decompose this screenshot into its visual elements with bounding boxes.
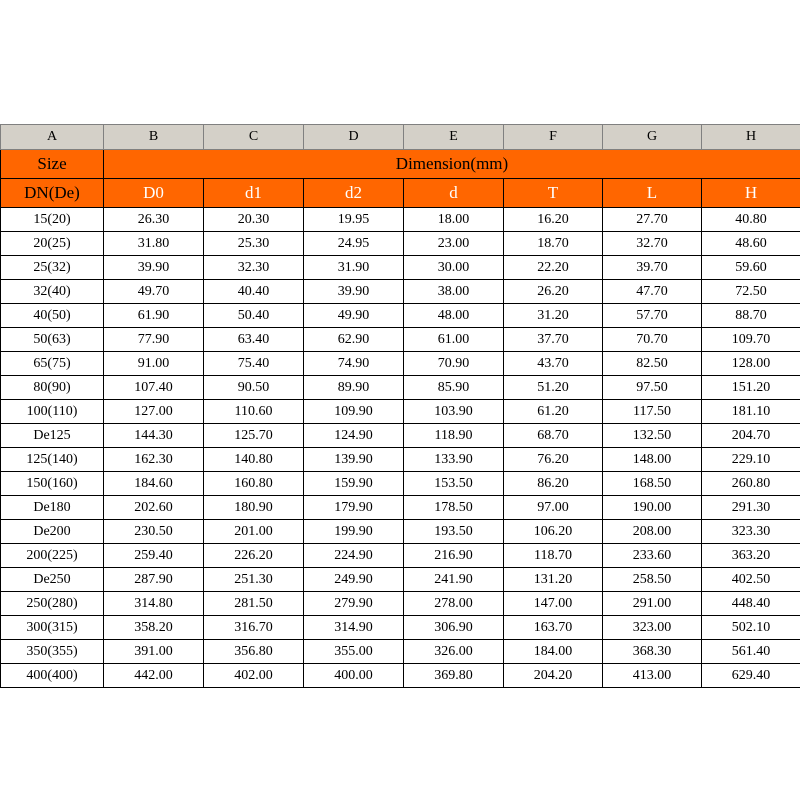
size-cell[interactable]: 32(40) (1, 280, 104, 304)
table-row (1, 520, 800, 544)
value-cell[interactable]: 148.00 (603, 448, 702, 472)
table-row (1, 256, 800, 280)
value-cell[interactable]: 19.95 (304, 208, 404, 232)
value-cell[interactable]: 82.50 (603, 352, 702, 376)
size-cell[interactable]: 100(110) (1, 400, 104, 424)
value-cell[interactable]: 369.80 (404, 664, 504, 688)
value-cell[interactable]: 48.60 (702, 232, 800, 256)
table-row (1, 424, 800, 448)
value-cell[interactable]: 251.30 (204, 568, 304, 592)
value-cell[interactable]: 363.20 (702, 544, 800, 568)
value-cell[interactable]: 117.50 (603, 400, 702, 424)
value-cell[interactable]: 229.10 (702, 448, 800, 472)
sub-column-header[interactable]: L (603, 179, 702, 208)
value-cell[interactable]: 68.70 (504, 424, 603, 448)
value-cell[interactable]: 124.90 (304, 424, 404, 448)
value-cell[interactable]: 62.90 (304, 328, 404, 352)
value-cell[interactable]: 163.70 (504, 616, 603, 640)
value-cell[interactable]: 323.30 (702, 520, 800, 544)
header-row-top (1, 150, 800, 179)
value-cell[interactable]: 153.50 (404, 472, 504, 496)
size-cell[interactable]: 150(160) (1, 472, 104, 496)
value-cell[interactable]: 20.30 (204, 208, 304, 232)
size-cell[interactable]: De180 (1, 496, 104, 520)
value-cell[interactable]: 75.40 (204, 352, 304, 376)
size-cell[interactable]: 350(355) (1, 640, 104, 664)
value-cell[interactable]: 31.90 (304, 256, 404, 280)
column-letter[interactable]: A (1, 125, 104, 150)
value-cell[interactable]: 281.50 (204, 592, 304, 616)
value-cell[interactable]: 258.50 (603, 568, 702, 592)
table-row (1, 352, 800, 376)
column-letter[interactable]: E (404, 125, 504, 150)
size-cell[interactable]: 200(225) (1, 544, 104, 568)
column-letter[interactable]: B (104, 125, 204, 150)
value-cell[interactable]: 224.90 (304, 544, 404, 568)
value-cell[interactable]: 144.30 (104, 424, 204, 448)
size-cell[interactable]: 15(20) (1, 208, 104, 232)
value-cell[interactable]: 88.70 (702, 304, 800, 328)
dimension-spreadsheet (0, 124, 800, 688)
value-cell[interactable]: 323.00 (603, 616, 702, 640)
size-header-cell[interactable]: Size (1, 150, 104, 179)
value-cell[interactable]: 260.80 (702, 472, 800, 496)
size-cell[interactable]: 65(75) (1, 352, 104, 376)
value-cell[interactable]: 132.50 (603, 424, 702, 448)
value-cell[interactable]: 230.50 (104, 520, 204, 544)
value-cell[interactable]: 326.00 (404, 640, 504, 664)
value-cell[interactable]: 413.00 (603, 664, 702, 688)
table-row (1, 208, 800, 232)
size-cell[interactable]: De200 (1, 520, 104, 544)
value-cell[interactable]: 97.50 (603, 376, 702, 400)
value-cell[interactable]: 32.70 (603, 232, 702, 256)
size-cell[interactable]: 125(140) (1, 448, 104, 472)
value-cell[interactable]: 147.00 (504, 592, 603, 616)
value-cell[interactable]: 31.80 (104, 232, 204, 256)
value-cell[interactable]: 61.90 (104, 304, 204, 328)
table-row (1, 304, 800, 328)
value-cell[interactable]: 356.80 (204, 640, 304, 664)
value-cell[interactable]: 85.90 (404, 376, 504, 400)
value-cell[interactable]: 39.70 (603, 256, 702, 280)
dimension-header-cell[interactable]: Dimension(mm) (104, 150, 800, 179)
sub-column-header[interactable]: D0 (104, 179, 204, 208)
value-cell[interactable]: 49.70 (104, 280, 204, 304)
value-cell[interactable]: 162.30 (104, 448, 204, 472)
value-cell[interactable]: 110.60 (204, 400, 304, 424)
value-cell[interactable]: 76.20 (504, 448, 603, 472)
value-cell[interactable]: 103.90 (404, 400, 504, 424)
table-row (1, 400, 800, 424)
column-letter[interactable]: D (304, 125, 404, 150)
size-cell[interactable]: De250 (1, 568, 104, 592)
value-cell[interactable]: 26.30 (104, 208, 204, 232)
table-row (1, 232, 800, 256)
table-row (1, 544, 800, 568)
value-cell[interactable]: 74.90 (304, 352, 404, 376)
value-cell[interactable]: 16.20 (504, 208, 603, 232)
value-cell[interactable]: 199.90 (304, 520, 404, 544)
value-cell[interactable]: 278.00 (404, 592, 504, 616)
value-cell[interactable]: 109.70 (702, 328, 800, 352)
value-cell[interactable]: 70.90 (404, 352, 504, 376)
value-cell[interactable]: 63.40 (204, 328, 304, 352)
value-cell[interactable]: 184.00 (504, 640, 603, 664)
value-cell[interactable]: 448.40 (702, 592, 800, 616)
value-cell[interactable]: 561.40 (702, 640, 800, 664)
value-cell[interactable]: 40.80 (702, 208, 800, 232)
size-cell[interactable]: 250(280) (1, 592, 104, 616)
column-letter[interactable]: H (702, 125, 800, 150)
value-cell[interactable]: 201.00 (204, 520, 304, 544)
value-cell[interactable]: 25.30 (204, 232, 304, 256)
value-cell[interactable]: 127.00 (104, 400, 204, 424)
value-cell[interactable]: 24.95 (304, 232, 404, 256)
value-cell[interactable]: 179.90 (304, 496, 404, 520)
dn-header-cell[interactable]: DN(De) (1, 179, 104, 208)
value-cell[interactable]: 22.20 (504, 256, 603, 280)
value-cell[interactable]: 50.40 (204, 304, 304, 328)
table-row (1, 640, 800, 664)
value-cell[interactable]: 291.30 (702, 496, 800, 520)
value-cell[interactable]: 89.90 (304, 376, 404, 400)
value-cell[interactable]: 43.70 (504, 352, 603, 376)
value-cell[interactable]: 202.60 (104, 496, 204, 520)
value-cell[interactable]: 442.00 (104, 664, 204, 688)
value-cell[interactable]: 279.90 (304, 592, 404, 616)
column-letter-row (1, 125, 800, 150)
value-cell[interactable]: 27.70 (603, 208, 702, 232)
value-cell[interactable]: 57.70 (603, 304, 702, 328)
value-cell[interactable]: 18.70 (504, 232, 603, 256)
value-cell[interactable]: 358.20 (104, 616, 204, 640)
value-cell[interactable]: 109.90 (304, 400, 404, 424)
value-cell[interactable]: 59.60 (702, 256, 800, 280)
table-row (1, 496, 800, 520)
table-row (1, 664, 800, 688)
value-cell[interactable]: 314.90 (304, 616, 404, 640)
column-letter[interactable]: F (504, 125, 603, 150)
value-cell[interactable]: 181.10 (702, 400, 800, 424)
size-cell[interactable]: 80(90) (1, 376, 104, 400)
size-cell[interactable]: 50(63) (1, 328, 104, 352)
sub-column-header[interactable]: d1 (204, 179, 304, 208)
value-cell[interactable]: 226.20 (204, 544, 304, 568)
table-row (1, 472, 800, 496)
table-row (1, 616, 800, 640)
value-cell[interactable]: 168.50 (603, 472, 702, 496)
value-cell[interactable]: 391.00 (104, 640, 204, 664)
value-cell[interactable]: 159.90 (304, 472, 404, 496)
value-cell[interactable]: 40.40 (204, 280, 304, 304)
value-cell[interactable]: 77.90 (104, 328, 204, 352)
sub-column-header[interactable]: d (404, 179, 504, 208)
value-cell[interactable]: 502.10 (702, 616, 800, 640)
value-cell[interactable]: 39.90 (304, 280, 404, 304)
value-cell[interactable]: 151.20 (702, 376, 800, 400)
header-row-sub (1, 179, 800, 208)
value-cell[interactable]: 233.60 (603, 544, 702, 568)
value-cell[interactable]: 61.00 (404, 328, 504, 352)
column-letter[interactable]: G (603, 125, 702, 150)
value-cell[interactable]: 368.30 (603, 640, 702, 664)
value-cell[interactable]: 106.20 (504, 520, 603, 544)
value-cell[interactable]: 180.90 (204, 496, 304, 520)
table-row (1, 568, 800, 592)
value-cell[interactable]: 51.20 (504, 376, 603, 400)
value-cell[interactable]: 90.50 (204, 376, 304, 400)
value-cell[interactable]: 287.90 (104, 568, 204, 592)
value-cell[interactable]: 91.00 (104, 352, 204, 376)
value-cell[interactable]: 133.90 (404, 448, 504, 472)
value-cell[interactable]: 193.50 (404, 520, 504, 544)
value-cell[interactable]: 118.70 (504, 544, 603, 568)
value-cell[interactable]: 47.70 (603, 280, 702, 304)
size-cell[interactable]: 20(25) (1, 232, 104, 256)
value-cell[interactable]: 131.20 (504, 568, 603, 592)
value-cell[interactable]: 316.70 (204, 616, 304, 640)
value-cell[interactable]: 629.40 (702, 664, 800, 688)
value-cell[interactable]: 400.00 (304, 664, 404, 688)
value-cell[interactable]: 139.90 (304, 448, 404, 472)
value-cell[interactable]: 61.20 (504, 400, 603, 424)
value-cell[interactable]: 23.00 (404, 232, 504, 256)
value-cell[interactable]: 118.90 (404, 424, 504, 448)
value-cell[interactable]: 38.00 (404, 280, 504, 304)
value-cell[interactable]: 184.60 (104, 472, 204, 496)
table-row (1, 376, 800, 400)
value-cell[interactable]: 178.50 (404, 496, 504, 520)
value-cell[interactable]: 32.30 (204, 256, 304, 280)
value-cell[interactable]: 208.00 (603, 520, 702, 544)
value-cell[interactable]: 37.70 (504, 328, 603, 352)
value-cell[interactable]: 216.90 (404, 544, 504, 568)
value-cell[interactable]: 314.80 (104, 592, 204, 616)
value-cell[interactable]: 259.40 (104, 544, 204, 568)
value-cell[interactable]: 48.00 (404, 304, 504, 328)
value-cell[interactable]: 125.70 (204, 424, 304, 448)
value-cell[interactable]: 86.20 (504, 472, 603, 496)
value-cell[interactable]: 18.00 (404, 208, 504, 232)
value-cell[interactable]: 355.00 (304, 640, 404, 664)
table-row (1, 448, 800, 472)
value-cell[interactable]: 204.20 (504, 664, 603, 688)
sub-column-header[interactable]: H (702, 179, 800, 208)
table-row (1, 328, 800, 352)
value-cell[interactable]: 70.70 (603, 328, 702, 352)
size-cell[interactable]: 300(315) (1, 616, 104, 640)
value-cell[interactable]: 39.90 (104, 256, 204, 280)
value-cell[interactable]: 291.00 (603, 592, 702, 616)
value-cell[interactable]: 107.40 (104, 376, 204, 400)
value-cell[interactable]: 72.50 (702, 280, 800, 304)
value-cell[interactable]: 49.90 (304, 304, 404, 328)
value-cell[interactable]: 140.80 (204, 448, 304, 472)
value-cell[interactable]: 402.50 (702, 568, 800, 592)
value-cell[interactable]: 128.00 (702, 352, 800, 376)
value-cell[interactable]: 190.00 (603, 496, 702, 520)
value-cell[interactable]: 241.90 (404, 568, 504, 592)
size-cell[interactable]: 40(50) (1, 304, 104, 328)
value-cell[interactable]: 160.80 (204, 472, 304, 496)
size-cell[interactable]: 25(32) (1, 256, 104, 280)
value-cell[interactable]: 30.00 (404, 256, 504, 280)
table-row (1, 592, 800, 616)
value-cell[interactable]: 26.20 (504, 280, 603, 304)
size-cell[interactable]: De125 (1, 424, 104, 448)
value-cell[interactable]: 204.70 (702, 424, 800, 448)
column-letter[interactable]: C (204, 125, 304, 150)
value-cell[interactable]: 97.00 (504, 496, 603, 520)
size-cell[interactable]: 400(400) (1, 664, 104, 688)
table-row (1, 280, 800, 304)
value-cell[interactable]: 31.20 (504, 304, 603, 328)
value-cell[interactable]: 249.90 (304, 568, 404, 592)
value-cell[interactable]: 402.00 (204, 664, 304, 688)
sub-column-header[interactable]: d2 (304, 179, 404, 208)
sub-column-header[interactable]: T (504, 179, 603, 208)
value-cell[interactable]: 306.90 (404, 616, 504, 640)
